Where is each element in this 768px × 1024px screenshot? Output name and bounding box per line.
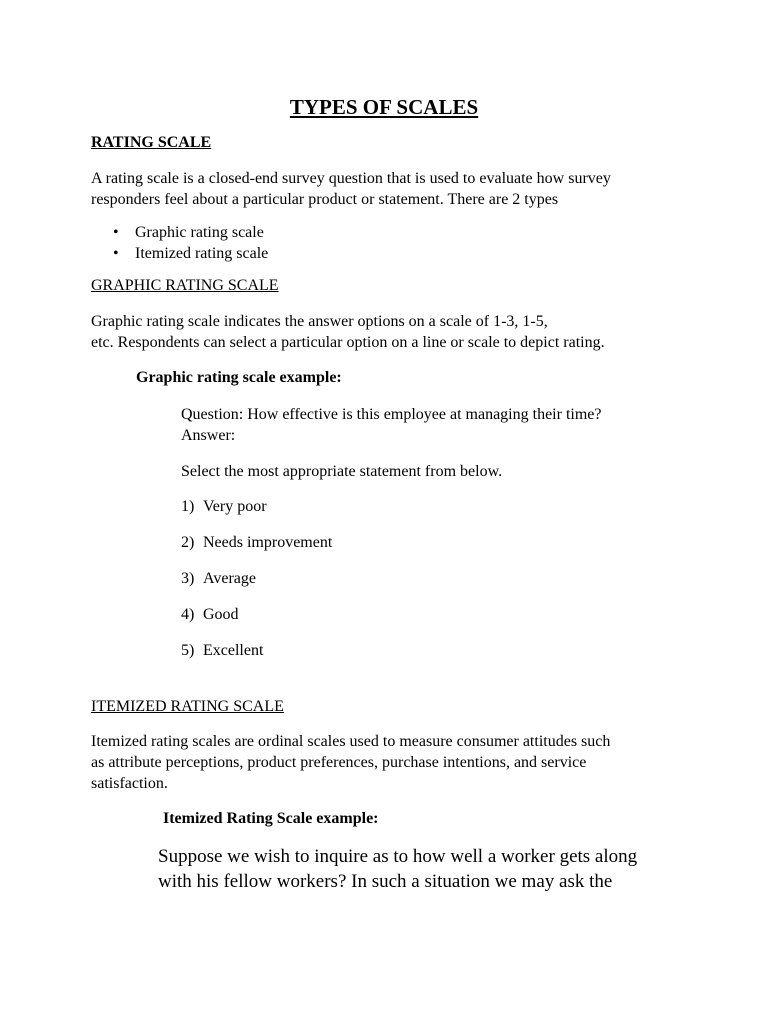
- itemized-example-line-1: Suppose we wish to inquire as to how well a worker gets along: [158, 846, 638, 867]
- rating-option: [181, 641, 263, 660]
- graphic-example-question: [181, 404, 601, 446]
- bullet-icon: •: [113, 245, 119, 262]
- option-number: 3): [181, 570, 195, 587]
- rating-scale-paragraph-line-1: A rating scale is a closed-end survey question that is used to evaluate how survey: [91, 170, 611, 187]
- option-label: Very poor: [203, 498, 267, 515]
- option-number: 2): [181, 534, 195, 551]
- option-label: Needs improvement: [203, 534, 333, 551]
- graphic-example-title: Graphic rating scale example:: [136, 369, 342, 386]
- rating-scale-heading: RATING SCALE: [91, 134, 212, 151]
- itemized-rating-paragraph-line-3: satisfaction.: [91, 775, 168, 792]
- itemized-example-line-2: with his fellow workers? In such a situation we may ask the: [158, 871, 613, 892]
- answer-label: Answer:: [181, 427, 236, 444]
- rating-option: [181, 569, 256, 588]
- list-item: [113, 243, 268, 264]
- itemized-example-body: [158, 844, 637, 894]
- option-label: Good: [203, 606, 239, 623]
- option-label: Average: [203, 570, 256, 587]
- itemized-example-title: Itemized Rating Scale example:: [163, 810, 379, 827]
- option-label: Excellent: [203, 642, 264, 659]
- rating-option: [181, 605, 239, 624]
- graphic-example-instruction: Select the most appropriate statement from below.: [181, 463, 503, 480]
- itemized-rating-paragraph-line-2: as attribute perceptions, product preferences, purchase intentions, and service: [91, 754, 587, 771]
- list-item-label: Itemized rating scale: [135, 245, 269, 262]
- page-title: TYPES OF SCALES: [289, 95, 479, 119]
- rating-scale-types-list: [113, 222, 268, 264]
- option-number: 4): [181, 606, 195, 623]
- rating-option: [181, 533, 332, 552]
- rating-option: [181, 497, 267, 516]
- rating-scale-paragraph-line-2: responders feel about a particular product or statement. There are 2 types: [91, 191, 559, 208]
- option-number: 5): [181, 642, 195, 659]
- graphic-rating-paragraph: [91, 311, 605, 353]
- bullet-icon: •: [113, 224, 119, 241]
- rating-scale-paragraph: [91, 168, 611, 210]
- list-item-label: Graphic rating scale: [135, 224, 264, 241]
- question-text: Question: How effective is this employee at managing their time?: [181, 406, 602, 423]
- graphic-rating-paragraph-line-2: etc. Respondents can select a particular option on a line or scale to depict rating.: [91, 334, 605, 351]
- list-item: [113, 222, 268, 243]
- itemized-rating-paragraph: [91, 731, 610, 794]
- graphic-rating-heading: GRAPHIC RATING SCALE: [91, 277, 279, 294]
- option-number: 1): [181, 498, 195, 515]
- graphic-rating-paragraph-line-1: Graphic rating scale indicates the answer options on a scale of 1-3, 1-5,: [91, 313, 548, 330]
- itemized-rating-heading: ITEMIZED RATING SCALE: [91, 698, 284, 715]
- itemized-rating-paragraph-line-1: Itemized rating scales are ordinal scales used to measure consumer attitudes such: [91, 733, 611, 750]
